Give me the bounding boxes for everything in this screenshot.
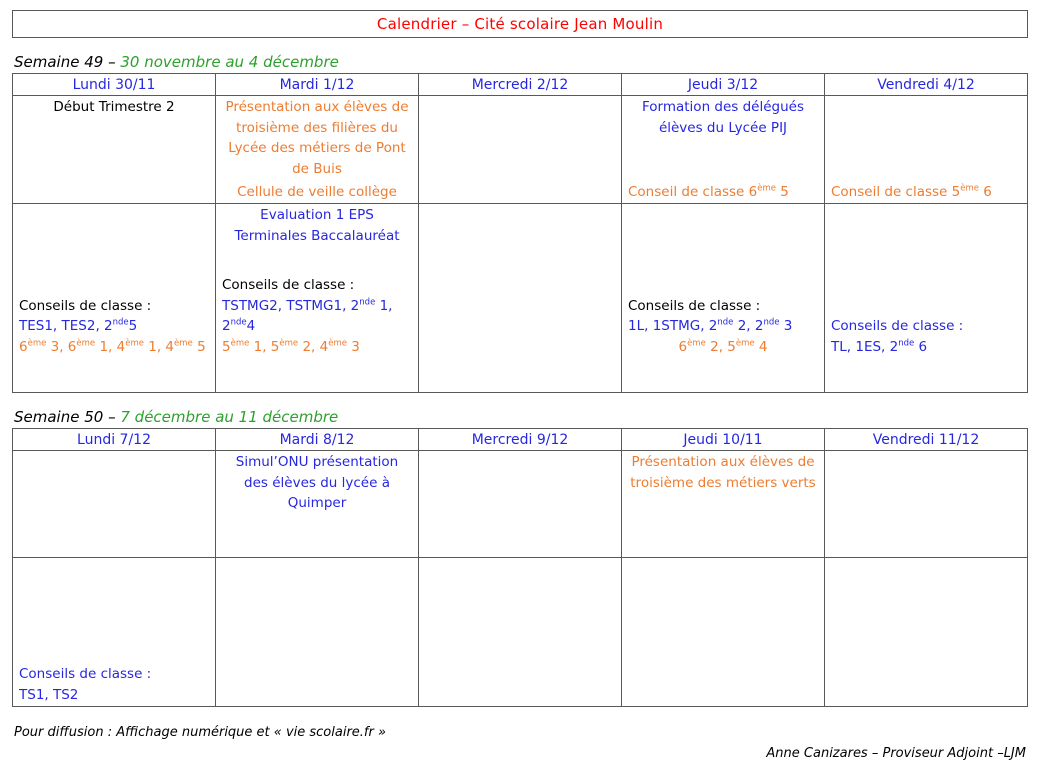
day-header-jeudi: Jeudi 10/11 <box>622 429 825 451</box>
cell-content <box>222 452 412 556</box>
week49-header-row <box>13 74 1028 96</box>
cell-mercredi-empty <box>419 451 622 558</box>
week50-label: Semaine 50 – <box>14 408 116 426</box>
conseil-heading: Conseils de classe : <box>19 297 152 314</box>
conseil-heading: Conseils de classe : <box>19 666 152 682</box>
week49-row1 <box>13 96 1028 204</box>
cell-lundi <box>13 204 216 393</box>
title-box <box>12 10 1028 38</box>
conseil-heading: Conseils de classe : <box>831 318 964 334</box>
week50-heading <box>14 408 1026 426</box>
page-title: Calendrier – Cité scolaire Jean Moulin <box>376 15 664 33</box>
day-header-lundi: Lundi 30/11 <box>13 74 216 96</box>
conseil-list-orange: 6ème 2, 5ème 4 <box>678 338 768 355</box>
conseil-heading: Conseils de classe : <box>222 277 355 293</box>
conseil-list-orange: 6ème 3, 6ème 1, 4ème 1, 4ème 5 <box>19 338 206 355</box>
cell-content <box>628 97 818 202</box>
cell-content <box>19 205 209 391</box>
week49-label: Semaine 49 – <box>14 53 116 71</box>
conseil-block <box>222 275 412 357</box>
cell-jeudi-empty <box>622 558 825 707</box>
event-text: Simul’ONU présentation des élèves du lycée à Quimper <box>235 454 399 511</box>
event-text: Cellule de veille collège <box>237 183 397 200</box>
conseil-heading: Conseils de classe : <box>628 297 761 314</box>
conseil-list-orange: 5ème 1, 5ème 2, 4ème 3 <box>222 338 360 355</box>
conseil-list-blue: TES1, TES2, 2nde5 <box>19 317 138 334</box>
day-header-mardi: Mardi 8/12 <box>216 429 419 451</box>
week49-row2 <box>13 204 1028 393</box>
conseil-list-blue: TSTMG2, TSTMG1, 2nde 1, 2nde4 <box>222 297 393 334</box>
cell-vendredi <box>825 204 1028 393</box>
event-text: Présentation aux élèves de troisième des filières du Lycée des métiers de Pont de Buis <box>225 99 409 177</box>
cell-mercredi-empty <box>419 204 622 393</box>
cell-mercredi-empty <box>419 96 622 204</box>
event-text: Formation des délégués élèves du Lycée PIJ <box>641 99 805 136</box>
cell-content <box>222 97 412 202</box>
conseil-list-blue: 1L, 1STMG, 2nde 2, 2nde 3 <box>628 317 793 334</box>
cell-jeudi <box>622 96 825 204</box>
day-header-mercredi: Mercredi 2/12 <box>419 74 622 96</box>
day-header-vendredi: Vendredi 11/12 <box>825 429 1028 451</box>
cell-lundi-empty <box>13 451 216 558</box>
event-text: Terminales Baccalauréat <box>234 227 400 244</box>
cell-content <box>628 205 818 369</box>
day-header-lundi: Lundi 7/12 <box>13 429 216 451</box>
conseil-line: Conseil de classe 6ème 5 <box>628 183 789 200</box>
cell-vendredi-empty <box>825 451 1028 558</box>
week49-heading <box>14 53 1026 71</box>
cell-mercredi-empty <box>419 558 622 707</box>
event-text: Evaluation 1 EPS <box>260 207 374 223</box>
event-block <box>222 205 412 246</box>
day-header-mercredi: Mercredi 9/12 <box>419 429 622 451</box>
week50-dates: 7 décembre au 11 décembre <box>120 408 339 426</box>
cell-mardi <box>216 451 419 558</box>
week50-row2 <box>13 558 1028 707</box>
cell-lundi <box>13 96 216 204</box>
cell-content <box>19 559 209 705</box>
cell-mardi <box>216 204 419 393</box>
cell-jeudi <box>622 204 825 393</box>
cell-content <box>628 452 818 556</box>
cell-content <box>831 205 1021 387</box>
conseil-list-blue: TS1, TS2 <box>19 686 79 703</box>
cell-mardi <box>216 96 419 204</box>
conseil-line: Conseil de classe 5ème 6 <box>831 183 992 200</box>
cell-vendredi-empty <box>825 558 1028 707</box>
week49-dates: 30 novembre au 4 décembre <box>120 53 339 71</box>
day-header-jeudi: Jeudi 3/12 <box>622 74 825 96</box>
day-header-vendredi: Vendredi 4/12 <box>825 74 1028 96</box>
cell-content <box>19 97 209 202</box>
cell-content <box>222 205 412 357</box>
cell-mardi-empty <box>216 558 419 707</box>
week50-row1 <box>13 451 1028 558</box>
week49-table <box>12 73 1028 393</box>
cell-vendredi <box>825 96 1028 204</box>
conseil-list-blue: TL, 1ES, 2nde 6 <box>831 338 928 355</box>
event-text: Début Trimestre 2 <box>53 99 175 115</box>
day-header-mardi: Mardi 1/12 <box>216 74 419 96</box>
cell-content <box>831 97 1021 202</box>
week50-table <box>12 428 1028 707</box>
week50-header-row <box>13 429 1028 451</box>
cell-lundi <box>13 558 216 707</box>
diffusion-note: Pour diffusion : Affichage numérique et « vie scolaire.fr » <box>14 725 386 740</box>
event-text: Présentation aux élèves de troisième des métiers verts <box>630 454 816 491</box>
signature: Anne Canizares – Proviseur Adjoint –LJM <box>766 746 1026 761</box>
cell-jeudi <box>622 451 825 558</box>
